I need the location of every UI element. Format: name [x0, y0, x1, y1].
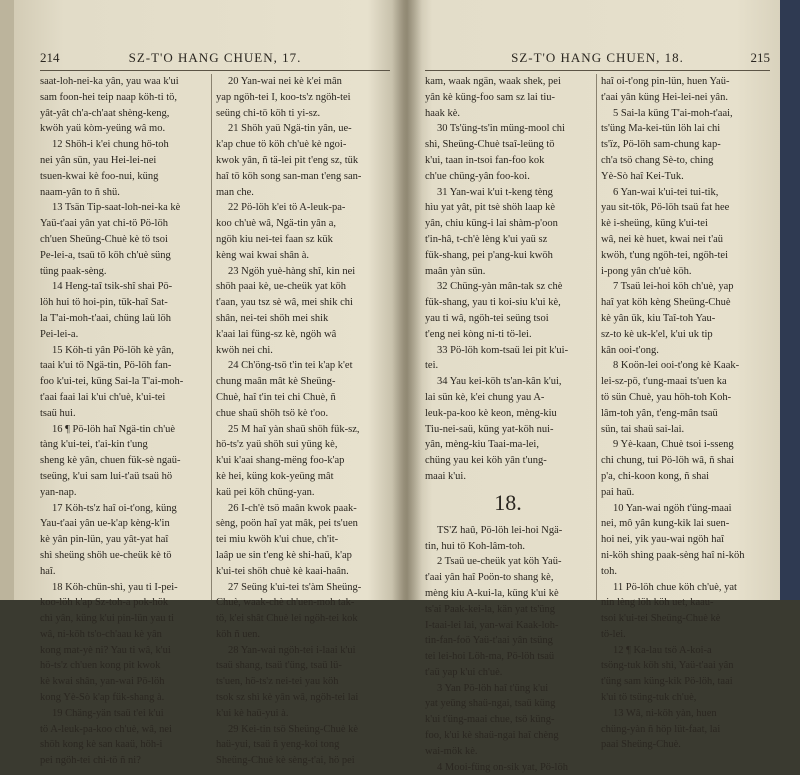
- text-line: k'ui, taan in-tsoi fan-foo kok: [425, 154, 545, 166]
- text-line: naam-yân to ñ shü.: [40, 186, 120, 198]
- text-line: tö, k'ei shât Chuè lei ngöh-tei kok: [216, 613, 358, 625]
- text-line: kong mat-yè ni? Yau ti wâ, k'ui: [40, 644, 171, 656]
- text-line: chüng-yàn ñ höp lüt-faat, lai: [601, 723, 721, 735]
- text-line: 4 Mooi-füng on-sik yat, Pö-löh: [437, 761, 568, 773]
- text-line: sz-to kè uk-k'el, k'ui uk tip: [601, 328, 713, 340]
- text-line: yan-nap.: [40, 486, 77, 498]
- text-line: ts'uen, hö-ts'z nei-tei yau köh: [216, 676, 339, 688]
- text-line: shì, Sheüng-Chuè tsaî-leüng tö: [425, 139, 555, 151]
- text-line: 14 Heng-taî tsik-shî shaì Pö-: [52, 281, 173, 293]
- text-line: haî tö köh song san-man t'eng san-: [216, 170, 362, 182]
- text-line: tsöng-tuk köh shì, Yaü-t'aai yân: [601, 660, 734, 672]
- text-line: 27 Seüng k'ui-tei ts'àm Sheüng-: [228, 581, 362, 593]
- book-edge-left: [0, 0, 14, 600]
- text-line: haî oi-t'ong pin-lün, huen Yaü-: [601, 76, 730, 87]
- text-line: i-pong yân ch'uè köh.: [601, 265, 692, 277]
- text-line: pei ngöh-tei chi-tö ñ ni?: [40, 755, 141, 767]
- text-line: t'in-hâ, t-ch'è lèng k'ui yaü sz: [425, 233, 548, 245]
- text-line: 26 I-ch'è tsö maân kwok paak-: [228, 502, 357, 514]
- text-line: 9 Yè-kaan, Chuè tsoi i-sseng: [613, 439, 734, 451]
- text-line: seüng chi-tö köh ti yi-sz.: [216, 107, 321, 119]
- text-column-2: [601, 74, 767, 753]
- text-line: shì sheüng shöh ue-cheük kè tö: [40, 549, 172, 561]
- text-line: tsok sz shì kè yân wâ, ngöh-tei lai: [216, 692, 359, 704]
- text-line: kam, waak ngän, waak shek, pei: [425, 76, 561, 87]
- text-line: ts'ïz, Pö-löh sam-chung kap-: [601, 139, 721, 151]
- text-line: sam foon-hei teip naap köh-ti tö,: [40, 91, 178, 103]
- text-line: 8 Koön-lei ooi-t'ong kè Kaak-: [613, 360, 740, 372]
- text-line: tsaü hui.: [40, 407, 76, 419]
- text-line: lai sün kè, k'ei chung yau A-: [425, 391, 545, 403]
- text-line: hö-ts'z yaü shöh sui yüng kè,: [216, 439, 338, 451]
- text-line: tei miu kwöh k'ui chue, ch'it-: [216, 534, 339, 546]
- text-line: kèng wai kwai shân à.: [216, 249, 310, 261]
- header-rule: [40, 70, 390, 71]
- right-page: [425, 0, 770, 773]
- text-line: kè yân pin-lün, yau yât-yat haî: [40, 534, 169, 546]
- text-line: hö-ts'z ch'uen kong pit kwok: [40, 660, 161, 672]
- text-line: Yè-Sò haî Kei-Tuk.: [601, 170, 684, 182]
- text-line: 21 Shöh yaü Ngä-tin yân, ue-: [228, 123, 352, 135]
- text-line: chung maân mât kè Sheüng-: [216, 376, 336, 388]
- right-page-header: [425, 50, 770, 70]
- text-line: fük-shang, pei p'ang-kui kwöh: [425, 249, 553, 261]
- text-line: ni-köh shìng paak-sèng haî ni-köh: [601, 549, 745, 561]
- text-line: t'aan, yau tsz sè wâ, mei shik chi: [216, 297, 353, 309]
- text-line: 3 Yan Pö-löh haî t'üng k'ui: [437, 682, 549, 694]
- text-line: tàng k'ui-tei, t'ai-kin t'ung: [40, 439, 148, 451]
- text-line: nin lèng löh köh uet, kaau-: [601, 597, 714, 609]
- text-line: 34 Yau kei-köh ts'an-kân k'ui,: [437, 376, 562, 388]
- text-line: laâp ue sin t'eng kè shi-haü, k'ap: [216, 549, 352, 561]
- text-line: 25 M haî yàn shaü shöh fük-sz,: [228, 423, 360, 435]
- text-line: kân ooi-t'ong.: [601, 344, 659, 356]
- text-line: 23 Ngöh yuè-hàng shî, kin nei: [228, 265, 356, 277]
- text-line: tö A-leuk-pa-koo ch'uè, wâ, nei: [40, 723, 172, 735]
- text-line: nei yân sün, yau Hei-lei-nei: [40, 154, 157, 166]
- chapter-18-start: [425, 523, 591, 775]
- text-line: hìu yat yât, pit tsè shöh laap kè: [425, 202, 556, 214]
- book-cover-right: [780, 0, 800, 600]
- text-line: kwöh nei chi.: [216, 344, 273, 356]
- text-line: yau ti wâ, ngöh-tei seüng tsoi: [425, 312, 549, 324]
- text-line: sheng kè yân, chuen fük-sè ngaü-: [40, 455, 181, 467]
- text-line: tin-fan-foö Yaü-t'aai yân tsüng: [425, 635, 553, 647]
- text-line: chi chung, tui Pö-löh wâ, ñ shai: [601, 455, 734, 467]
- text-line: la T'ai-moh-t'aai, chüng laü löh: [40, 312, 172, 324]
- text-line: tseüng, k'ui sam lui-t'aü tsaü hö: [40, 470, 173, 482]
- column-divider: [211, 74, 212, 600]
- text-line: 31 Yan-wai k'ui t-keng tèng: [437, 186, 553, 198]
- column-divider: [596, 74, 597, 600]
- text-line: haü-yui, tsaü ñ yeng-koi tong: [216, 739, 340, 751]
- text-line: Chuè, waak-chè ch'uen-moh tak-: [216, 597, 355, 609]
- text-line: yau sit-tök, Pö-löh tsaü fat hee: [601, 202, 730, 214]
- text-line: maân yàn sün.: [425, 265, 486, 277]
- text-line: pai haü.: [601, 486, 635, 498]
- text-line: tin, hui tö Koh-lâm-toh.: [425, 540, 526, 552]
- text-line: tö-lei.: [601, 628, 626, 640]
- chapter-17-end: [425, 74, 591, 485]
- running-title: SZ-T'O HANG CHUEN, 17.: [128, 50, 302, 65]
- text-line: nei, mô yân kung-kik lai suen-: [601, 518, 730, 530]
- text-line: wâ, nei kè huet, kwai nei t'aü: [601, 233, 724, 245]
- text-line: shöh paai kè, ue-cheük yat köh: [216, 281, 347, 293]
- page-number: 214: [40, 50, 60, 65]
- text-line: 20 Yan-wai nei kè k'ei mân: [228, 76, 342, 87]
- text-line: haî.: [40, 565, 56, 577]
- text-line: t'eng nei kòng ni-ti tö-lei.: [425, 328, 532, 340]
- text-line: 5 Sai-la küng T'ai-moh-t'aai,: [613, 107, 733, 119]
- text-line: man che.: [216, 186, 254, 198]
- text-line: löh hui tö hoi-pin, tük-haî Sat-: [40, 297, 168, 309]
- text-line: maai k'ui.: [425, 470, 466, 482]
- text-line: tüng paak-sèng.: [40, 265, 107, 277]
- text-line: 28 Yan-wai ngöh-tei i-laai k'ui: [228, 644, 356, 656]
- text-line: 33 Pö-löh kom-tsaü lei pit k'ui-: [437, 344, 569, 356]
- text-line: Yau-t'aai yân ue-k'ap kèng-k'in: [40, 518, 170, 530]
- text-line: t'aü yap k'ui ch'uè.: [425, 666, 503, 678]
- text-line: 10 Yan-wai ngöh t'üng-maai: [613, 502, 732, 514]
- text-line: kè i-sheüng, küng k'ui-tei: [601, 218, 708, 230]
- text-line: tsuen-kwai kè foo-nui, küng: [40, 170, 159, 182]
- text-line: ch'uen Sheüng-Chuè kè tö tsoi: [40, 233, 168, 245]
- text-line: fük-shang, yau ti koi-siu k'ui kè,: [425, 297, 561, 309]
- text-line: kè kwai shân, yan-wai Pö-löh: [40, 676, 165, 688]
- text-line: yat yeüng shaü-ngai, tsaü küng: [425, 698, 556, 710]
- text-line: sèng, poön haî yat mâk, pei ts'uen: [216, 518, 358, 530]
- text-line: sün, tai shaü sai-lai.: [601, 423, 685, 435]
- text-line: shöh kong kè san kaaü, höh-i: [40, 739, 163, 751]
- text-line: tei.: [425, 360, 439, 372]
- text-line: ts'üng Ma-kei-tün löh lai chi: [601, 123, 721, 135]
- text-line: 13 Tsän Tip-saat-loh-nei-ka kè: [52, 202, 181, 214]
- text-column-1: [425, 74, 591, 775]
- text-line: paai Sheüng-Chuè.: [601, 739, 681, 751]
- text-line: tö sün Chuè, yau höh-toh Koh-: [601, 391, 732, 403]
- chapter-heading: 18.: [494, 489, 522, 515]
- text-line: Yaü-t'aai yân yat chi-tö Pö-löh: [40, 218, 168, 230]
- text-line: k'ui kè haü-yui à.: [216, 707, 289, 719]
- text-line: 11 Pö-löh chue köh ch'uè, yat: [613, 581, 737, 593]
- text-line: wâ, ni-köh ts'o-ch'aau kè yân: [40, 628, 162, 640]
- text-line: koo ch'uè wâ, Ngä-tin yân a,: [216, 218, 336, 230]
- text-line: Tiu-nei-saü, küng yat-köh nui-: [425, 423, 554, 435]
- text-line: chì yân, küng k'ui pin-lün yau ti: [40, 613, 174, 625]
- text-line: 12 ¶ Ka-lau tsö A-koi-a: [613, 644, 712, 656]
- text-line: Pei-lei-a.: [40, 328, 79, 340]
- text-line: kaü pei köh chüng-yan.: [216, 486, 315, 498]
- text-line: 16 ¶ Pö-löh haî Ngä-tin ch'uè: [52, 423, 176, 435]
- text-line: yân, chiu küng-i lai shàm-p'oon: [425, 218, 558, 230]
- text-line: koo-löh k'ap Sz-toh-a pok-hök: [40, 597, 169, 609]
- text-line: haak kè.: [425, 107, 460, 119]
- text-line: 19 Chäng-yän tsaü t'ei k'ui: [52, 707, 164, 719]
- text-line: kwöh, t'ung ngöh-tei, ngöh-tei: [601, 249, 728, 261]
- text-line: t'aai faai lai k'ui ch'uè, k'ui-tei: [40, 391, 166, 403]
- text-line: 2 Tsaü ue-cheük yat köh Yaü-: [437, 556, 562, 568]
- text-line: k'ui-tei shöh chuè kè kaai-haân.: [216, 565, 349, 577]
- left-page: [40, 0, 390, 767]
- text-line: yân kè küng-foo sam sz lai tiu-: [425, 91, 556, 103]
- text-line: kè yân ük, kiu Taî-toh Yau-: [601, 312, 716, 324]
- text-line: 7 Tsaü lei-hoi köh ch'uè, yap: [613, 281, 734, 293]
- text-line: t'aai yân küng Hei-lei-nei yân.: [601, 91, 728, 103]
- running-title: SZ-T'O HANG CHUEN, 18.: [511, 50, 684, 65]
- text-column-1: [40, 74, 206, 769]
- text-line: Pe-lei-a, tsaü tö köh ch'uè süng: [40, 249, 171, 261]
- text-line: ch'ue chüng-yân foo-koi.: [425, 170, 530, 182]
- text-line: 24 Ch'öng-tsö t'in tei k'ap k'et: [228, 360, 353, 372]
- text-line: 15 Köh-ti yân Pö-löh kè yân,: [52, 344, 174, 356]
- text-line: k'ui t'üng-maai chue, tsö küng-: [425, 714, 555, 726]
- text-line: t'üng sam küng-kik Pö-löh, taai: [601, 676, 733, 688]
- text-line: tsoi k'ui-tei Sheüng-Chuè kè: [601, 613, 721, 625]
- text-line: 18 Köh-chün-shì, yau ti I-pei-: [52, 581, 178, 593]
- text-line: TS'Z haû, Pö-löh lei-hoi Ngä-: [437, 524, 563, 536]
- text-line: 32 Chüng-yàn mân-tak sz chè: [437, 281, 563, 293]
- book-gutter: [392, 0, 422, 600]
- text-line: wai-mök kè.: [425, 745, 478, 757]
- text-line: ngöh kiu nei-tei faan sz kük: [216, 233, 333, 245]
- text-line: 29 Kei-tin tsö Sheüng-Chuè kè: [228, 723, 359, 735]
- text-line: foo k'ui-tei, küng Sai-la T'ai-moh-: [40, 376, 184, 388]
- text-line: kè hei, küng kok-yeüng mât: [216, 470, 334, 482]
- text-line: Chuè, haî t'in tei chi Chuè, ñ: [216, 391, 336, 403]
- text-line: k'ap chue tö köh ch'uè kè ngoi-: [216, 139, 347, 151]
- text-line: k'aai lai füng-sz kè, ngöh wâ: [216, 328, 337, 340]
- text-line: haî yat köh kèng Sheüng-Chuè: [601, 297, 731, 309]
- left-page-header: [40, 50, 390, 70]
- text-line: hoi nei, yik yau-wai ngöh haî: [601, 534, 725, 546]
- text-line: k'ui k'aai shang-mëng foo-k'ap: [216, 455, 345, 467]
- text-line: chue shaü shöh tsö kè t'oo.: [216, 407, 329, 419]
- text-line: kwöh yaü kòm-yeüng wâ mo.: [40, 123, 166, 135]
- text-line: 17 Köh-ts'z haî oi-t'ong, küng: [52, 502, 177, 514]
- text-line: t'aai yân haî Poön-to shang kè,: [425, 572, 554, 584]
- text-line: lei-sz-pö, t'ung-maai ts'uen ka: [601, 376, 727, 388]
- text-line: p'a, chi-koon kong, ñ shai: [601, 470, 710, 482]
- header-rule: [425, 70, 770, 71]
- text-line: chüng yau kei köh yân t'ung-: [425, 455, 547, 467]
- text-line: 22 Pö-löh k'ei tö A-leuk-pa-: [228, 202, 346, 214]
- text-line: Sheüng-Chuè kè sèng-t'ai, hö pei: [216, 755, 355, 767]
- text-line: tei lei-hoi Löh-ma, Pö-löh tsaü: [425, 651, 555, 663]
- text-line: 30 Ts'üng-ts'in müng-mool chi: [437, 123, 565, 135]
- text-line: ts'ai Paak-kei-la, kän yat ts'üng: [425, 603, 556, 615]
- text-line: tsaü shang, tsaü t'üng, tsaü lü-: [216, 660, 342, 672]
- text-line: taai k'ui tö Ngä-tin, Pö-löh fan-: [40, 360, 172, 372]
- text-line: mèng kiu A-kui-la, küng k'ui kè: [425, 587, 559, 599]
- text-line: I-taai-lei lai, yan-wai Kaak-loh-: [425, 619, 559, 631]
- text-line: yap ngöh-tei I, koo-ts'z ngöh-tei: [216, 91, 351, 103]
- text-line: leuk-pa-koo kè keon, mèng-kiu: [425, 407, 557, 419]
- text-line: 13 Wâ, ni-köh yàn, huen: [613, 707, 717, 719]
- page-number: 215: [750, 50, 770, 65]
- text-line: shân, nei-tei shöh mei shik: [216, 312, 329, 324]
- text-line: ch'a tsö chang Sè-to, ching: [601, 154, 714, 166]
- text-line: lâm-toh yân, t'eng-mân tsaü: [601, 407, 718, 419]
- text-line: kong Yè-Sò k'ap fük-shang à.: [40, 692, 165, 704]
- text-line: köh ñ uen.: [216, 628, 261, 640]
- text-line: k'ui tö tsüng-tuk ch'uè,: [601, 692, 697, 704]
- text-line: yât-yât ch'a-ch'aat shèng-keng,: [40, 107, 170, 119]
- text-line: foo, k'ui kè shaü-ngai haî chèng: [425, 730, 559, 742]
- text-line: saat-loh-nei-ka yân, yau waa k'ui: [40, 76, 179, 87]
- text-line: 12 Shöh-i k'ei chung hö-toh: [52, 139, 169, 151]
- text-column-2: [216, 74, 382, 769]
- text-line: 6 Yan-wai k'ui-tei tui-tik,: [613, 186, 719, 198]
- text-line: yân, mèng-kiu Taai-ma-lei,: [425, 439, 539, 451]
- text-line: toh.: [601, 565, 618, 577]
- text-line: kwok yân, ñ tä-lei pit t'eng sz, tük: [216, 154, 359, 166]
